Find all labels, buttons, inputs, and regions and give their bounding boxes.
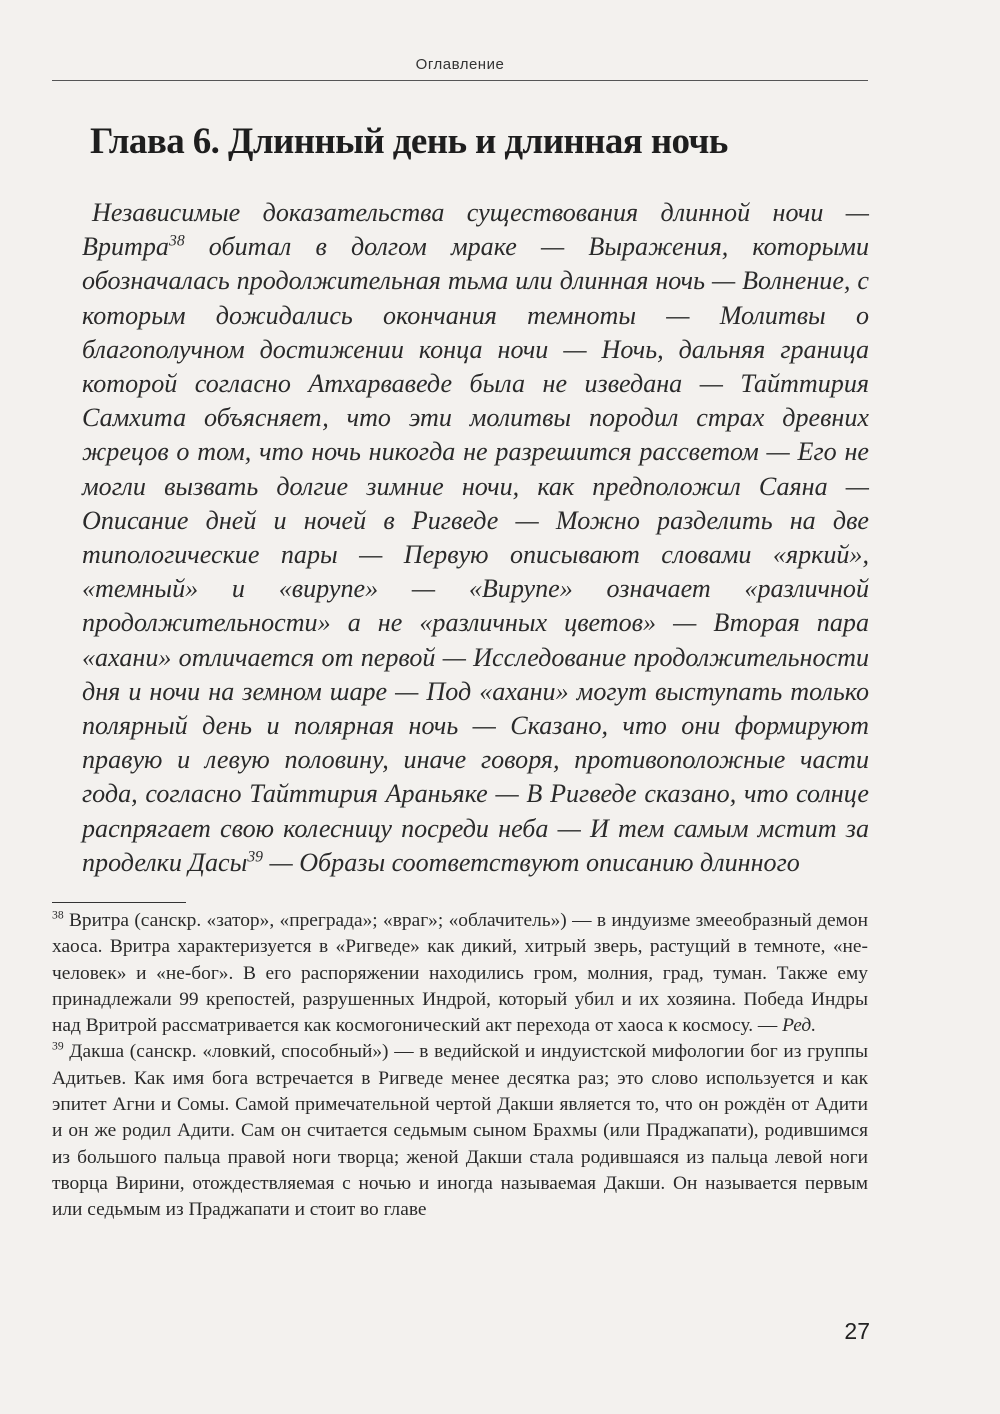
footnote-ref-39[interactable]: 39 [247, 848, 263, 866]
running-header: Оглавление [415, 56, 505, 73]
footnotes [52, 908, 868, 1224]
footnote-38 [52, 908, 868, 1039]
editor-mark: Ред. [782, 1015, 817, 1037]
summary-text-2: обитал в долгом мраке — Выражения, которыми обозначалась продолжительная тьма или длинная ночь — Волнение, с которым дожидались окончания темноты — Молитвы о благополучном достижении конца ночи — Ночь, дальняя граница которой согласно Атхарваведе была не изведана — Тайттирия Самхита объясняет, что эти молитвы породил страх древних жрецов о том, что ночь никогда не разрешится рассветом — Его не могли вызвать долгие зимние ночи, как предположил Саяна — Описание дней и ночей в Ригведе — Можно разделить на две типологические пары — Первую описывают словами «яркий», «темный» и «вирупе» — «Вирупе» означает «различной продолжительности» а не «различных цветов» — Вторая пара «ахани» отличается от первой — Исследование продолжительности дня и ночи на земном шаре — Под «ахани» могут выступать только полярный день и полярная ночь — Сказано, что они формируют правую и левую половину, иначе говоря, противоположные части года, согласно Тайттирия Араньяке — В Ригведе сказано, что солнце распрягает свою колесницу посреди неба — И тем самым мстит за проделки Дасы [82, 232, 869, 877]
footnote-39 [52, 1039, 868, 1223]
header-rule [52, 80, 868, 81]
summary-text-1: Независимые доказательства существования длинной ночи — Вритра [82, 198, 869, 262]
footnote-number: 38 [52, 908, 64, 922]
summary-text-3: — Образы соответствуют описанию длинного [262, 847, 800, 877]
chapter-summary [82, 196, 869, 880]
footnote-number: 39 [52, 1040, 64, 1054]
footnote-text: Вритра (санскр. «затор», «преграда»; «враг»; «облачитель») — в индуизме змееобразный демон хаоса. Вритра характеризуется в «Ригведе» как дикий, хитрый зверь, растущий в темноте, «не-человек» и «не-бог». В его распоряжении находились гром, молния, град, туман. Также ему принадлежали 99 крепостей, разрушенных Индрой, который убил и их хозяина. Победа Индры над Вритрой рассматривается как космогонический акт перехода от хаоса к космосу. — [52, 910, 868, 1037]
footnote-text: Дакша (санскр. «ловкий, способный») — в ведийской и индуистской мифологии бог из группы Адитьев. Как имя бога встречается в Ригведе менее десятка раз; это слово используется и как эпитет Агни и Сомы. Самой примечательной чертой Дакши является то, что он рождён от Адити и он же родил Адити. Сам он считается седьмым сыном Брахмы (или Праджапати), родившимся из большого пальца правой ноги творца; женой Дакши стала родившаяся из пальца левой ноги творца Вирини, отождествляемая с ночью и иногда называемая Дакши. Он называется первым или седьмым из Праджапати и стоит во главе [52, 1041, 868, 1221]
footnote-separator [52, 902, 186, 903]
footnote-ref-38[interactable]: 38 [168, 232, 185, 250]
chapter-title: Глава 6. Длинный день и длинная ночь [90, 121, 728, 162]
page-number: 27 [844, 1318, 870, 1344]
